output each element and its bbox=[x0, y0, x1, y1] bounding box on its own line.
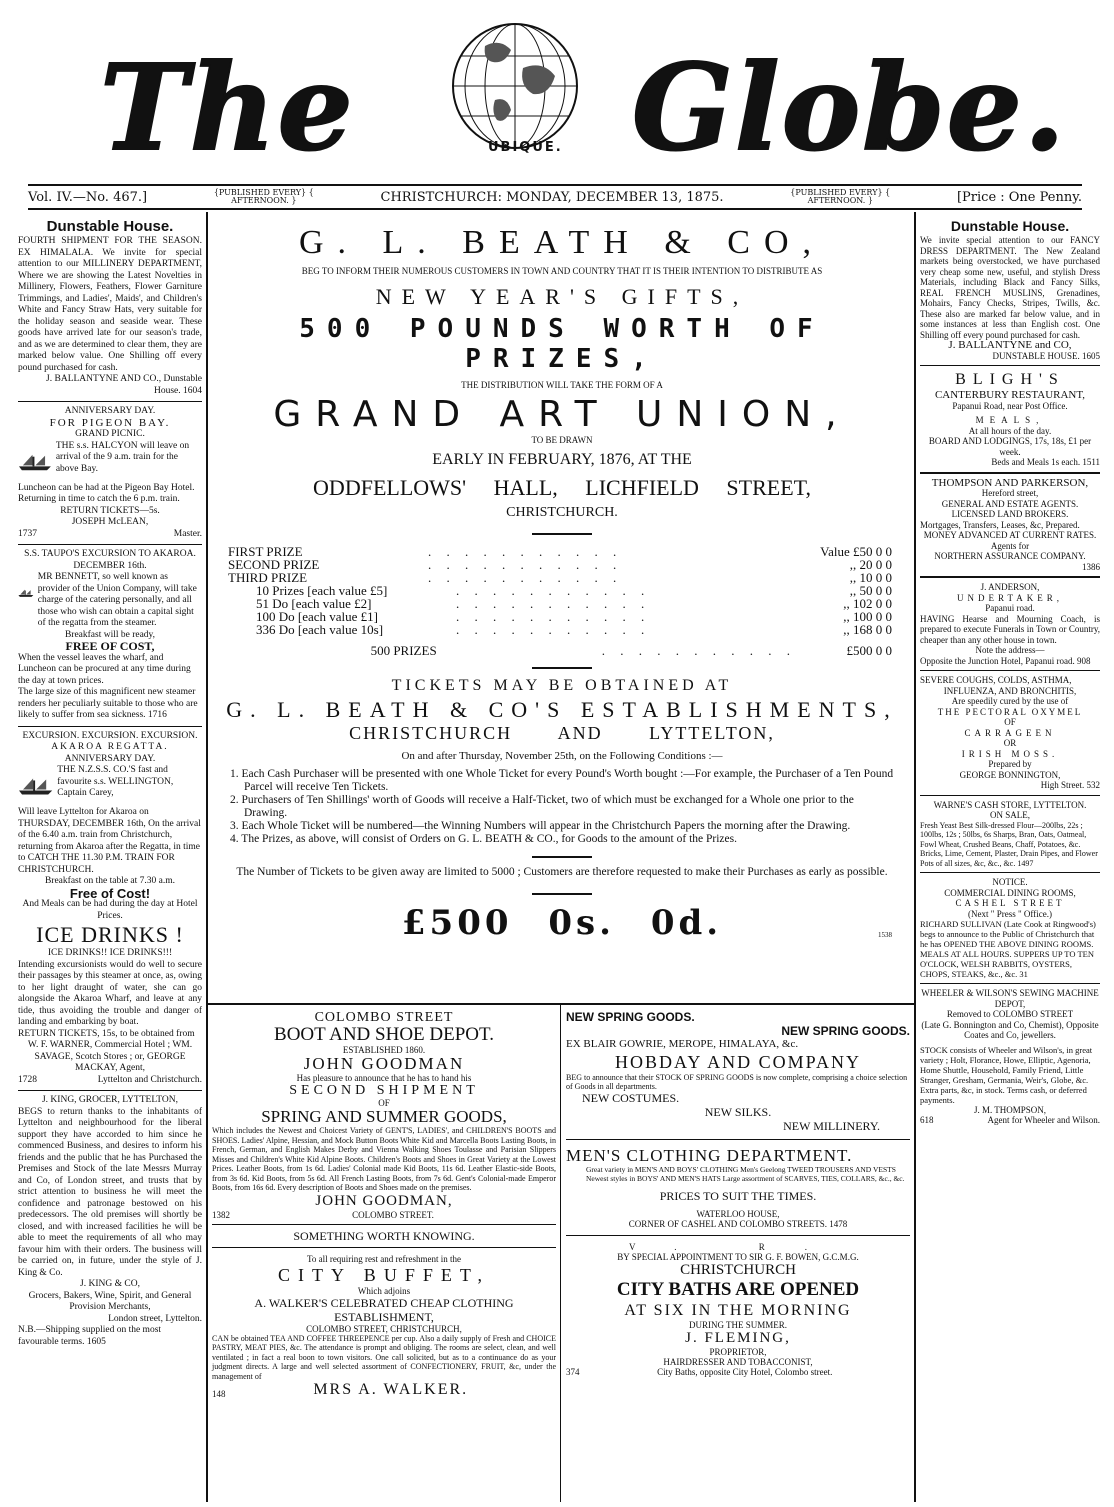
pigeon-num: 1737 bbox=[18, 528, 37, 539]
ww-num: 618 bbox=[920, 1115, 934, 1125]
hobday-spring-1: NEW SPRING GOODS. bbox=[566, 1010, 695, 1024]
cough-11: High Street. 532 bbox=[1040, 780, 1100, 790]
taupo-body-3: The large size of this magnificent new steamer renders her peculiarly suitable to those who are likely to suffer from sea sickness. 1716 bbox=[18, 687, 198, 720]
buffet-num: 148 bbox=[212, 1389, 226, 1399]
baths-proprietor: PROPRIETOR, bbox=[709, 1347, 767, 1357]
boot-established: ESTABLISHED 1860. bbox=[342, 1045, 426, 1055]
prize-row: SECOND PRIZE . . . . . . . . . . . ,, 20 0 0 bbox=[228, 557, 892, 572]
masthead-title-right: Globe. bbox=[632, 38, 1067, 177]
warne-title: WARNE'S CASH STORE, LYTTELTON. bbox=[933, 799, 1087, 810]
prize-value: ,, 102 0 0 bbox=[843, 596, 892, 611]
warne-body: Fresh Yeast Best Silk-dressed Flour—200lbs, 22s ; 100lbs, 12s ; 50lbs, 6s Sharps, Bran, Oats, Oatmeal, Fowl Wheat, Crushed Beans, Chaff, Potatoes, &c. Bricks, Lime, Cement, Plaster, Drain Pipes, and Flower Pots of all sizes, &c, &c., &c. 1497 bbox=[920, 820, 1098, 868]
boot-shipment: SECOND SHIPMENT bbox=[289, 1083, 479, 1098]
prize-label: 51 Do [each value £2] bbox=[256, 596, 372, 611]
tp-addr: Hereford street, bbox=[981, 488, 1039, 498]
cough-1: SEVERE COUGHS, COLDS, ASTHMA, bbox=[920, 675, 1072, 685]
early-line: EARLY IN FEBRUARY, 1876, AT THE bbox=[432, 451, 692, 468]
conditions-line: On and after Thursday, November 25th, on the Following Conditions :— bbox=[401, 750, 723, 762]
prize-row: 100 Do [each value £1] . . . . . . . . . . . ,, 100 0 0 bbox=[228, 610, 892, 623]
boot-owner: JOHN GOODMAN bbox=[303, 1054, 465, 1073]
ice-num: 1728 bbox=[18, 1074, 37, 1085]
pigeon-tickets: RETURN TICKETS—5s. bbox=[60, 505, 160, 516]
king-nb: N.B.—Shipping supplied on the most favourable terms. 1605 bbox=[18, 1325, 162, 1347]
buffet-head: SOMETHING WORTH KNOWING. bbox=[293, 1228, 475, 1243]
column-rule-left bbox=[206, 212, 208, 1502]
big-total: £500 0s. 0d. bbox=[401, 903, 723, 943]
taupo-date: DECEMBER 16th. bbox=[73, 560, 147, 571]
bligh-board: BOARD AND LODGINGS, 17s, 18s, £1 per week. bbox=[928, 436, 1092, 457]
ice-sub: ICE DRINKS!! ICE DRINKS!!! bbox=[47, 948, 173, 958]
limit-line: The Number of Tickets to be given away are limited to 5000 ; Customers are therefore requested to make their Purchases as early as possible. bbox=[236, 866, 888, 878]
pigeon-lunch: Luncheon can be had at the Pigeon Bay Hotel. bbox=[18, 482, 195, 493]
boot-announce: Has pleasure to announce that he has to hand his bbox=[296, 1073, 472, 1083]
excursion-meals: And Meals can be had during the day at Hotel Prices. bbox=[22, 899, 198, 921]
ice-body: Intending excursionists would do well to secure their passages by this steamer at once, as, owing to her light draught of water, she can go alongside the Akaroa Wharf, and leave at any tide, thus avoiding the trouble and danger of landing and embarking by boat. bbox=[18, 959, 202, 1027]
places-line: CHRISTCHURCH AND LYTTELTON, bbox=[349, 723, 775, 743]
cough-4: THE PECTORAL OXYMEL bbox=[937, 706, 1083, 717]
dining-next: (Next " Press " Office.) bbox=[968, 908, 1052, 919]
boot-addr: COLOMBO STREET. bbox=[352, 1209, 434, 1220]
boot-num: 1382 bbox=[212, 1209, 230, 1220]
excursion-body-2: Will leave Lyttelton for Akaroa on THURSDAY, DECEMBER 16th, On the arrival of the 6.40 a.m. train from Christchurch, returning from Akaroa after the Regatta, in time to CATCH THE 11.30 P.M. TRAIN FOR CHRISTCHURCH. bbox=[18, 807, 201, 875]
right-dunstable-body: We invite special attention to our FANCY DRESS DEPARTMENT. The New Zealand markets being overstocked, we have purchased very cheap some new, useful, and stylish Dress Materials, including Black and Fancy Silks, REAL FRENCH MUSLINS, Grenadines, Mohairs, Fancy Checks, Stripes, Twills, &c. These also are marked far below value, and in some instances at less than English cost. One Shilling off every pound purchased for cash. bbox=[920, 235, 1100, 340]
dining-body: RICHARD SULLIVAN (Late Cook at Ringwood's) begs to announce to the Public of Christchurch that he has OPENED THE ABOVE DINING ROOMS. MEALS AT ALL HOURS. SUPPERS UP TO TEN O'CLOCK, WELSH RABBITS, OYSTERS, CHOPS, STEAKS, &c., &c. 31 bbox=[920, 919, 1096, 979]
column-rule-middle bbox=[560, 1003, 561, 1502]
prize-value: ,, 50 0 0 bbox=[849, 583, 892, 598]
ww-title: WHEELER & WILSON'S SEWING MACHINE DEPOT, bbox=[921, 988, 1099, 1009]
king-addr: London street, Lyttelton. bbox=[108, 1313, 202, 1324]
hobday-spring-2: NEW SPRING GOODS. bbox=[781, 1024, 910, 1038]
hobday-ships: EX BLAIR GOWRIE, MEROPE, HIMALAYA, &c. bbox=[566, 1038, 799, 1050]
dunstable-body: FOURTH SHIPMENT FOR THE SEASON. EX HIMALALA. We invite for special attention to our MILLINERY DEPARTMENT, Where we are showing the Latest Novelties in Millinery, Flowers, Feathers, Flower Garniture Trimmings, and Ladies', Maids', and Children's White and Fancy Straw Hats, very suitable for the holiday season and seaside wear. These goods have arrived late for our season's trade, and as we are determined to clear them, they are marked below value. One Shilling off every pound purchased for cash. bbox=[18, 236, 202, 373]
tickets-line: TICKETS MAY BE OBTAINED AT bbox=[391, 677, 733, 694]
dining-street: CASHEL STREET bbox=[955, 898, 1065, 908]
cough-3: Are speedily cured by the use of bbox=[951, 696, 1069, 706]
intro: BEG TO INFORM THEIR NUMEROUS CUSTOMERS IN TOWN AND COUNTRY THAT IT IS THEIR INTENTION TO DISTRIBUTE AS bbox=[301, 266, 823, 276]
published-note-left: {PUBLISHED EVERY} { AFTERNOON. } bbox=[213, 188, 314, 205]
tp-agents-for: Agents for bbox=[990, 540, 1030, 551]
bligh-addr: Papanui Road, near Post Office. bbox=[952, 400, 1068, 411]
buffet-line-1: To all requiring rest and refreshment in the bbox=[306, 1253, 462, 1264]
prize-table bbox=[212, 545, 912, 636]
prize-value: ,, 10 0 0 bbox=[849, 570, 892, 585]
boot-depot-ad bbox=[212, 1010, 556, 1399]
hobday-corner: CORNER OF CASHEL AND COLOMBO STREETS. 1478 bbox=[628, 1219, 848, 1229]
hobday-body-2: Great variety in MEN'S AND BOYS' CLOTHING Men's Geelong TWEED TROUSERS AND VESTS Newest styles in BOYS' AND MEN'S HATS Large assortment of SCARVES, TIES, COLLARS, &c., &c. bbox=[586, 1165, 905, 1183]
ice-loc: Lyttelton and Christchurch. bbox=[97, 1074, 202, 1085]
total-value: £500 0 0 bbox=[846, 643, 892, 658]
buffet-addr: COLOMBO STREET, CHRISTCHURCH, bbox=[306, 1323, 462, 1334]
taupo-breakfast: Breakfast will be ready, bbox=[64, 629, 156, 640]
king-title: J. KING, GROCER, LYTTELTON, bbox=[41, 1095, 178, 1105]
baths-addr: City Baths, opposite City Hotel, Colombo street. bbox=[657, 1367, 833, 1377]
baths-summer: DURING THE SUMMER. bbox=[688, 1320, 788, 1330]
hobday-title: HOBDAY AND COMPANY bbox=[614, 1052, 862, 1072]
excursion-free: Free of Cost! bbox=[69, 885, 151, 901]
king-desc: Grocers, Bakers, Wine, Spirit, and General Provision Merchants, bbox=[28, 1290, 192, 1312]
anderson-addr: Papanui road. bbox=[985, 603, 1035, 613]
boot-of: OF bbox=[378, 1098, 390, 1108]
cough-2: INFLUENZA, AND BRONCHITIS, bbox=[943, 685, 1077, 696]
hobday-millinery: NEW MILLINERY. bbox=[783, 1119, 880, 1133]
prize-value: ,, 100 0 0 bbox=[843, 609, 892, 624]
cough-10: GEORGE BONNINGTON, bbox=[959, 769, 1061, 780]
ice-agents: W. F. WARNER, Commercial Hotel ; WM. SAVAGE, Scotch Stores ; or, GEORGE MACKAY, Agent, bbox=[27, 1040, 193, 1073]
tp-money: MONEY ADVANCED AT CURRENT RATES. bbox=[923, 530, 1097, 540]
rule-item: 1. Each Cash Purchaser will be presented with one Whole Ticket for every Pound's Worth bought :—For example, the Purchaser of a Ten Pound Parcel will receive Ten Tickets. bbox=[230, 768, 894, 793]
prize-row: THIRD PRIZE . . . . . . . . . . . ,, 10 0 0 bbox=[228, 570, 892, 585]
hobday-waterloo: WATERLOO HOUSE, bbox=[696, 1209, 780, 1219]
left-column bbox=[18, 218, 202, 1348]
notice-title: NOTICE. bbox=[992, 877, 1028, 887]
pigeon-heading-1: ANNIVERSARY DAY. bbox=[64, 406, 156, 416]
prize-row: 51 Do [each value £2] . . . . . . . . . . . ,, 102 0 0 bbox=[228, 597, 892, 610]
ice-return: RETURN TICKETS, 15s, to be obtained from bbox=[18, 1028, 195, 1039]
prize-label: THIRD PRIZE bbox=[228, 570, 308, 585]
tp-agents: GENERAL AND ESTATE AGENTS. bbox=[941, 498, 1079, 509]
city-line: CHRISTCHURCH. bbox=[506, 505, 618, 520]
prize-row: FIRST PRIZE . . . . . . . . . . . Value £50 0 0 bbox=[228, 544, 892, 559]
volume-number: Vol. IV.—No. 467.] bbox=[28, 189, 148, 205]
baths-appointment: BY SPECIAL APPOINTMENT TO SIR G. F. BOWEN, G.C.M.G. bbox=[617, 1252, 859, 1262]
anderson-title: J. ANDERSON, bbox=[980, 582, 1040, 592]
rule-item: 4. The Prizes, as above, will consist of Orders on G. L. BEATH & CO., for Goods to the amount of the Prizes. bbox=[230, 833, 737, 845]
taupo-title: S.S. TAUPO'S EXCURSION TO AKAROA. bbox=[24, 549, 196, 559]
ww-removed: Removed to COLOMBO STREET bbox=[946, 1009, 1074, 1019]
excursion-day: ANNIVERSARY DAY. bbox=[64, 753, 156, 764]
hall-line: ODDFELLOWS' HALL, LICHFIELD STREET, bbox=[313, 475, 811, 500]
baths-six: AT SIX IN THE MORNING bbox=[624, 1302, 852, 1319]
prize-row: 336 Do [each value 10s] . . . . . . . . . . . ,, 168 0 0 bbox=[228, 623, 892, 636]
price: [Price : One Penny. bbox=[956, 189, 1082, 205]
bligh-title: BLIGH'S bbox=[955, 371, 1065, 388]
steamship-icon bbox=[18, 441, 52, 483]
bligh-hours: At all hours of the day. bbox=[968, 425, 1052, 436]
dateline-bar bbox=[28, 184, 1082, 210]
prize-label: 336 Do [each value 10s] bbox=[256, 622, 384, 637]
prize-label: 10 Prizes [each value £5] bbox=[256, 583, 388, 598]
prize-value: ,, 168 0 0 bbox=[843, 622, 892, 637]
rules-list bbox=[212, 762, 912, 846]
prize-value: Value £50 0 0 bbox=[820, 544, 892, 559]
dining-title: COMMERCIAL DINING ROOMS, bbox=[944, 887, 1076, 898]
beath-advertisement: G. L. BEATH & CO, BEG TO INFORM THEIR NUMEROUS CUSTOMERS IN TOWN AND COUNTRY THAT IT IS THEIR INTENTION TO DISTRIBUTE AS NEW YEAR'S GIFTS, 500 POUNDS WORTH OF PRIZES, THE DISTRIBUTION WILL TAKE THE FORM OF A GRAND ART UNION, TO BE DRAWN EARLY IN FEBRUARY, 1876, AT THE ODDFELLOWS' HALL, LICHFIELD STREET, CHRISTCHURCH. FIRST PRIZE . . . . . . . . . . . Value £50 0 0 SECOND PRIZE . . . . . . . . . . . ,, 20 0 0 THIRD PRIZE . . . . . . . . . . . ,, 10 0 0 10 Prizes [each value £5] . . . . . . . . . . . ,, 50 0 0 51 Do [each value £2] . . . . . . . . . . . ,, 102 0 0 100 Do [each value £1] . . . . . . . . . . . ,, 100 0 0 336 Do [each value 10s] . . . . . . . . . . . ,, 168 0 0 500 PRIZES . . . . . . . . . . . £500 0 0 TICKETS MAY BE OBTAINED AT G. L. BEATH & CO'S ESTABLISHMENTS, CHRISTCHURCH AND LYTTELTON, On and after Thursday, November 25th, on the Following Conditions :— 1. Each Cash Purchaser will be presented with one Whole Ticket for every Pound's Worth bought :—For example, the Purchaser of a Ten Pound Parcel will receive Ten Tickets. 2. Purchasers of Ten Shillings' worth of Goods will receive a Half-Ticket, two of which must be exchanged for a Whole one prior to the Drawing. 3. Each Whole Ticket will be numbered—the Winning Numbers will appear in the Christchurch Papers the morning after the Drawing. 4. The Prizes, as above, will consist of Orders on G. L. BEATH & CO., for Goods to the amount of the Prizes. The Number of Tickets to be given away are limited to 5000 ; Customers are therefore requested to make their Purchases as early as possible. £500 0s. 0d. 1538 bbox=[212, 218, 912, 998]
gifts-heading: NEW YEAR'S GIFTS, bbox=[375, 284, 749, 309]
masthead-motto: UBIQUE. bbox=[488, 140, 563, 155]
right-dunstable-title: Dunstable House. bbox=[950, 218, 1070, 234]
buffet-sign: MRS A. WALKER. bbox=[313, 1381, 469, 1398]
establishments-line: G. L. BEATH & CO'S ESTABLISHMENTS, bbox=[226, 697, 898, 722]
tp-mortgages: Mortgages, Transfers, Leases, &c, Prepared. bbox=[920, 519, 1080, 530]
rule-item: 2. Purchasers of Ten Shillings' worth of Goods will receive a Half-Ticket, two of which must be exchanged for a Whole one prior to the Drawing. bbox=[230, 794, 854, 819]
masthead bbox=[0, 0, 1114, 185]
right-dunstable-addr: DUNSTABLE HOUSE. 1605 bbox=[992, 350, 1100, 361]
tp-assurance: NORTHERN ASSURANCE COMPANY. bbox=[934, 551, 1086, 561]
ww-sign: J. M. THOMPSON, bbox=[973, 1104, 1047, 1115]
prize-label: 100 Do [each value £1] bbox=[256, 609, 379, 624]
excursion-regatta: AKAROA REGATTA. bbox=[51, 742, 169, 752]
excursion-breakfast: Breakfast on the table at 7.30 a.m. bbox=[44, 876, 176, 886]
pigeon-heading-3: GRAND PICNIC. bbox=[75, 429, 145, 439]
prize-row: 10 Prizes [each value £5] . . . . . . . . . . . ,, 50 0 0 bbox=[228, 584, 892, 597]
warne-sale: ON SALE, bbox=[990, 810, 1030, 820]
prizes-heading: 500 POUNDS WORTH OF PRIZES, bbox=[299, 314, 825, 374]
bligh-meals: MEALS, bbox=[975, 415, 1045, 425]
firm-name: G. L. BEATH & CO, bbox=[298, 224, 826, 261]
art-union-heading: GRAND ART UNION, bbox=[273, 394, 851, 435]
steamship-icon bbox=[18, 765, 53, 807]
boot-sign: JOHN GOODMAN, bbox=[315, 1192, 453, 1209]
prize-label: FIRST PRIZE bbox=[228, 544, 303, 559]
tp-brokers: LICENSED LAND BROKERS. bbox=[951, 509, 1069, 519]
hobday-mens: MEN'S CLOTHING DEPARTMENT. bbox=[566, 1146, 853, 1165]
baths-vr: V. R. bbox=[628, 1242, 848, 1252]
buffet-adjoins: Which adjoins bbox=[357, 1285, 411, 1296]
ad-number: 1538 bbox=[878, 931, 892, 939]
buffet-title: CITY BUFFET, bbox=[277, 1264, 490, 1285]
cough-7: OR bbox=[1003, 738, 1017, 748]
issue-date: CHRISTCHURCH: MONDAY, DECEMBER 13, 1875. bbox=[380, 189, 724, 205]
buffet-body: CAN be obtained TEA AND COFFEE THREEPENCE per cup. Also a daily supply of Fresh and CHOICE PASTRY, MEAT PIES, &c. The attendance is prompt and obliging. The rooms are select, clean, and well ventilated ; in fact a real boon to town visitors. One call solicited, but as to a continuance do as your judgment directs. A large and well selected assortment of CONFECTIONERY, FRUIT, &c, under the management of bbox=[212, 1333, 556, 1381]
prize-label: SECOND PRIZE bbox=[228, 557, 320, 572]
cough-6: CARRAGEEN bbox=[964, 727, 1056, 738]
king-sign: J. KING & CO, bbox=[80, 1279, 140, 1289]
ww-late: (Late G. Bonnington and Co, Chemist), Opposite Coates and Co, jewellers. bbox=[921, 1019, 1099, 1040]
rule-item: 3. Each Whole Ticket will be numbered—the Winning Numbers will appear in the Christchurch Papers the morning after the Drawing. bbox=[230, 820, 851, 832]
pigeon-return: Returning in time to catch the 6 p.m. train. bbox=[18, 494, 180, 504]
baths-num: 374 bbox=[566, 1367, 580, 1377]
bligh-beds: Beds and Meals 1s each. 1511 bbox=[991, 457, 1100, 467]
prize-value: ,, 20 0 0 bbox=[849, 557, 892, 572]
cough-9: Prepared by bbox=[988, 759, 1032, 769]
dunstable-sign: J. BALLANTYNE AND CO., Dunstable House. 1604 bbox=[46, 374, 202, 396]
baths-city: CHRISTCHURCH bbox=[680, 1262, 796, 1278]
hobday-body: BEG to announce that their STOCK OF SPRING GOODS is now complete, comprising a choice selection of Goods in all departments. bbox=[566, 1073, 908, 1091]
cough-5: OF bbox=[1004, 717, 1016, 727]
taupo-body-2: When the vessel leaves the wharf, and Luncheon can be procured at any time during the day at town prices. bbox=[18, 652, 191, 686]
ice-title: ICE DRINKS ! bbox=[36, 922, 184, 947]
hobday-ad bbox=[566, 1010, 910, 1377]
baths-hairdresser: HAIRDRESSER AND TOBACCONIST, bbox=[663, 1357, 813, 1367]
drawn-line: TO BE DRAWN bbox=[531, 435, 593, 445]
globe-icon bbox=[445, 16, 585, 156]
pigeon-body: THE s.s. HALCYON will leave on arrival of the 9 a.m. train for the above Bay. bbox=[55, 440, 190, 474]
anderson-loc: Opposite the Junction Hotel, Papanui road. 908 bbox=[920, 655, 1091, 666]
right-dunstable-sign: J. BALLANTYNE and CO, bbox=[948, 339, 1072, 351]
tp-num: 1386 bbox=[1082, 561, 1100, 572]
taupo-body: MR BENNETT, so well known as provider of the Union Company, will take charge of the catering personally, and all those who wish can obtain a capital sight of the regatta from the steamer. bbox=[37, 572, 197, 628]
right-column bbox=[920, 218, 1100, 1126]
anderson-sub: UNDERTAKER, bbox=[957, 592, 1063, 603]
ww-agent: Agent for Wheeler and Wilson. bbox=[987, 1115, 1100, 1125]
column-rule-right bbox=[914, 212, 916, 1502]
bligh-sub: CANTERBURY RESTAURANT, bbox=[934, 389, 1086, 401]
excursion-title: EXCURSION. EXCURSION. EXCURSION. bbox=[22, 730, 198, 741]
hobday-prices: PRICES TO SUIT THE TIMES. bbox=[659, 1189, 817, 1203]
anderson-note: Note the address— bbox=[975, 645, 1045, 655]
cough-8: IRISH MOSS. bbox=[961, 748, 1059, 759]
baths-opened: CITY BATHS ARE OPENED bbox=[616, 1279, 860, 1300]
pigeon-sign: JOSEPH McLEAN, bbox=[71, 517, 149, 527]
hobday-costumes: NEW COSTUMES. bbox=[582, 1091, 680, 1105]
hobday-silks: NEW SILKS. bbox=[704, 1105, 772, 1119]
form-line: THE DISTRIBUTION WILL TAKE THE FORM OF A bbox=[461, 380, 663, 390]
excursion-body: THE N.Z.S.S. CO.'S fast and favourite s.s. WELLINGTON, Captain Carey, bbox=[57, 765, 174, 798]
buffet-walker: A. WALKER'S CELEBRATED CHEAP CLOTHING ESTABLISHMENT, bbox=[254, 1295, 514, 1324]
pigeon-master: Master. bbox=[173, 528, 202, 539]
taupo-free: FREE OF COST, bbox=[65, 639, 155, 653]
published-note-right: {PUBLISHED EVERY} { AFTERNOON. } bbox=[790, 188, 891, 205]
king-body: BEGS to return thanks to the inhabitants of Lyttelton and neighbourhood for the liberal support they have accorded to him since he commenced Business, and desires to inform his friends and the public that he has Purchased the Premises and Stock of the late Messrs Murray and Co, of London street, and trusts that by strict attention to business he will meet the confidence and patronage bestowed on his predecessors. The old premises will shortly be closed, and with increased facilities he will be able to meet the requirements of all who may favour him with their orders. The business will be carried on, in future, under the style of J. King & Co. bbox=[18, 1106, 202, 1278]
total-label: 500 PRIZES bbox=[370, 643, 437, 658]
section-rule bbox=[206, 1003, 916, 1005]
boot-title: BOOT AND SHOE DEPOT. bbox=[274, 1024, 494, 1045]
boot-street: COLOMBO STREET bbox=[314, 1010, 454, 1025]
boot-goods: SPRING AND SUMMER GOODS, bbox=[261, 1107, 507, 1126]
masthead-title-left: The bbox=[100, 38, 355, 177]
pigeon-heading-2: FOR PIGEON BAY. bbox=[49, 416, 171, 429]
dunstable-title: Dunstable House. bbox=[46, 218, 174, 235]
boot-body: Which includes the Newest and Choicest Variety of GENT'S, LADIES', and CHILDREN'S BOOTS and SHOES. Ladies' Alpine, Hessian, and Mock Button Boots White Kid and Marcella Boots Lasting Boots, in French, German, and English Makes Derby and Vienna Walking Shoes Toulasse and Parisian Slippers Misses and Children's White Kid Alpine Boots. Children's Boots and Shoes in Great Variety at the Lowest Prices. Leather Boots, from 1s 6d. Ladies' Colonial made Kid Boots, 11s 6d. Leather Elastic-side Boots, from 3s 6d. Kid Boots, from 5s 6d. All French Lasting Boots, from 7s 6d. Gent's Colonial-made Emperor Boots, from 16s 6d. Every description of Boots and Shoes made on the premises. bbox=[212, 1126, 556, 1192]
ww-body: STOCK consists of Wheeler and Wilson's, in great variety ; Holt, Florance, Howe, Elliptic, Agenoria, Home Shuttle, Household, Family Friend, Little Stranger, Gresham, Germania, Weir's, Globe, &c. Extra parts, &c, in stock. Terms cash, or deferred payments. bbox=[920, 1044, 1093, 1105]
tp-title: THOMPSON AND PARKERSON, bbox=[931, 476, 1089, 489]
anderson-body: HAVING Hearse and Mourning Coach, is prepared to execute Funerals in Town or Country, cheaper than any other house in town. bbox=[920, 613, 1100, 645]
steamship-icon bbox=[18, 572, 34, 614]
baths-fleming: J. FLEMING, bbox=[685, 1330, 791, 1346]
